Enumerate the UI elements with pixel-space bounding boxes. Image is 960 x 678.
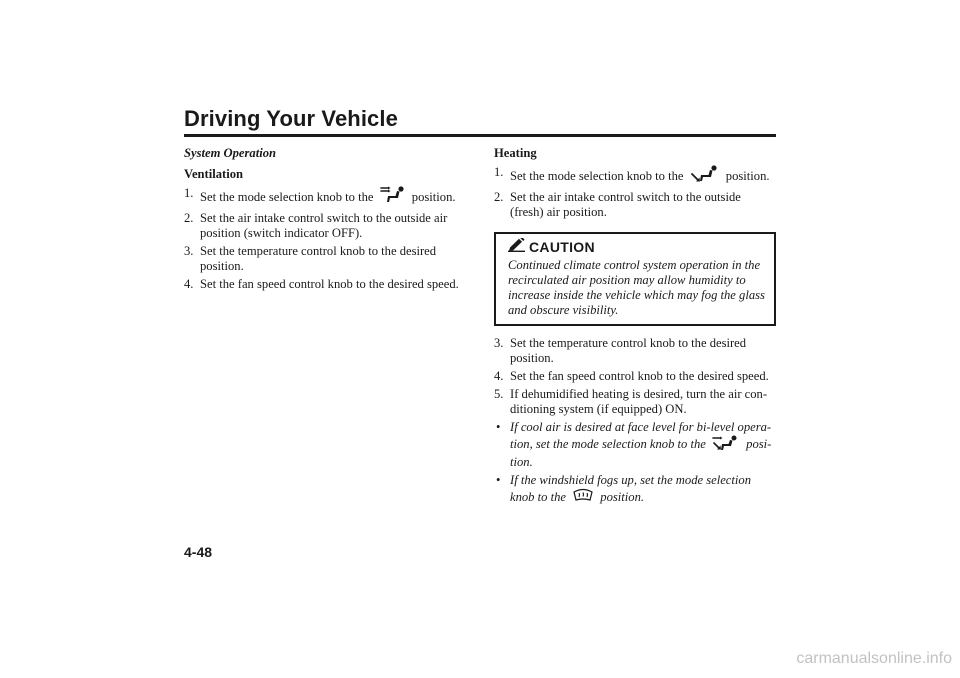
step-text: Set the mode selection knob to the: [510, 169, 684, 183]
step-text-after: position.: [411, 190, 456, 204]
bullet-marker: •: [496, 473, 501, 487]
right-column: [494, 146, 776, 511]
heating-step-4: [494, 369, 776, 384]
ventilation-step-1: [184, 186, 468, 208]
pencil-warning-icon: [508, 238, 526, 256]
subheading-heating: Heating: [494, 146, 537, 160]
step-number: 3.: [184, 244, 194, 258]
subheading-ventilation: Ventilation: [184, 167, 244, 181]
page-title: Driving Your Vehicle: [184, 106, 398, 131]
step-number: 4.: [494, 369, 504, 383]
caution-header: [508, 238, 766, 256]
ventilation-step-2: [184, 211, 468, 241]
ventilation-step-4: [184, 277, 468, 292]
caution-title: CAUTION: [529, 238, 595, 255]
step-number: 5.: [494, 387, 504, 401]
bullet-marker: •: [496, 420, 501, 434]
step-text: Set the fan speed control knob to the desired speed.: [510, 369, 769, 383]
bi-level-mode-icon: [712, 435, 740, 455]
section-heading-system-operation: System Operation: [184, 146, 277, 160]
bullet-windshield-fog: [494, 473, 776, 508]
step-number: 1.: [494, 165, 504, 179]
step-text: Set the air intake control switch to the outside (fresh) air position.: [510, 190, 741, 219]
step-text: Set the temperature control knob to the desired position.: [510, 336, 747, 365]
caution-box: [494, 232, 776, 326]
step-text: Set the fan speed control knob to the desired speed.: [200, 277, 459, 291]
caution-text: Continued climate control system operation in the recirculated air position may allow humidity to increase inside the vehicle which may fog the glass and obscure visibility.: [508, 258, 765, 317]
vent-face-mode-icon: [380, 186, 406, 208]
left-column: [184, 146, 468, 295]
bullet-text-after: posi-tion.: [510, 437, 772, 469]
watermark: carmanualsonline.info: [796, 650, 952, 667]
step-text: Set the air intake control switch to the outside air position (switch indicator OFF).: [200, 211, 448, 240]
page-number: 4-48: [184, 544, 213, 560]
bullet-text: If cool air is desired at face level for bi-level opera-tion, set the mode selection knob to the: [510, 420, 772, 451]
step-text-after: position.: [725, 169, 770, 183]
step-number: 4.: [184, 277, 194, 291]
heating-step-3: [494, 336, 776, 366]
heating-step-1: [494, 165, 776, 187]
step-text: If dehumidified heating is desired, turn the air con-ditioning system (if equipped) ON.: [510, 387, 768, 416]
floor-mode-icon: [690, 165, 720, 187]
bullet-text-after: position.: [600, 490, 645, 504]
bullet-text: If the windshield fogs up, set the mode selection knob to the: [510, 473, 751, 504]
step-number: 1.: [184, 186, 194, 200]
bullet-bi-level: [494, 420, 776, 470]
heating-step-2: [494, 190, 776, 220]
step-number: 2.: [184, 211, 194, 225]
step-number: 2.: [494, 190, 504, 204]
ventilation-step-3: [184, 244, 468, 274]
title-divider: [184, 134, 776, 137]
step-text: Set the mode selection knob to the: [200, 190, 374, 204]
step-number: 3.: [494, 336, 504, 350]
defrost-mode-icon: [572, 488, 594, 508]
heating-step-5: [494, 387, 776, 417]
step-text: Set the temperature control knob to the desired position.: [200, 244, 437, 273]
